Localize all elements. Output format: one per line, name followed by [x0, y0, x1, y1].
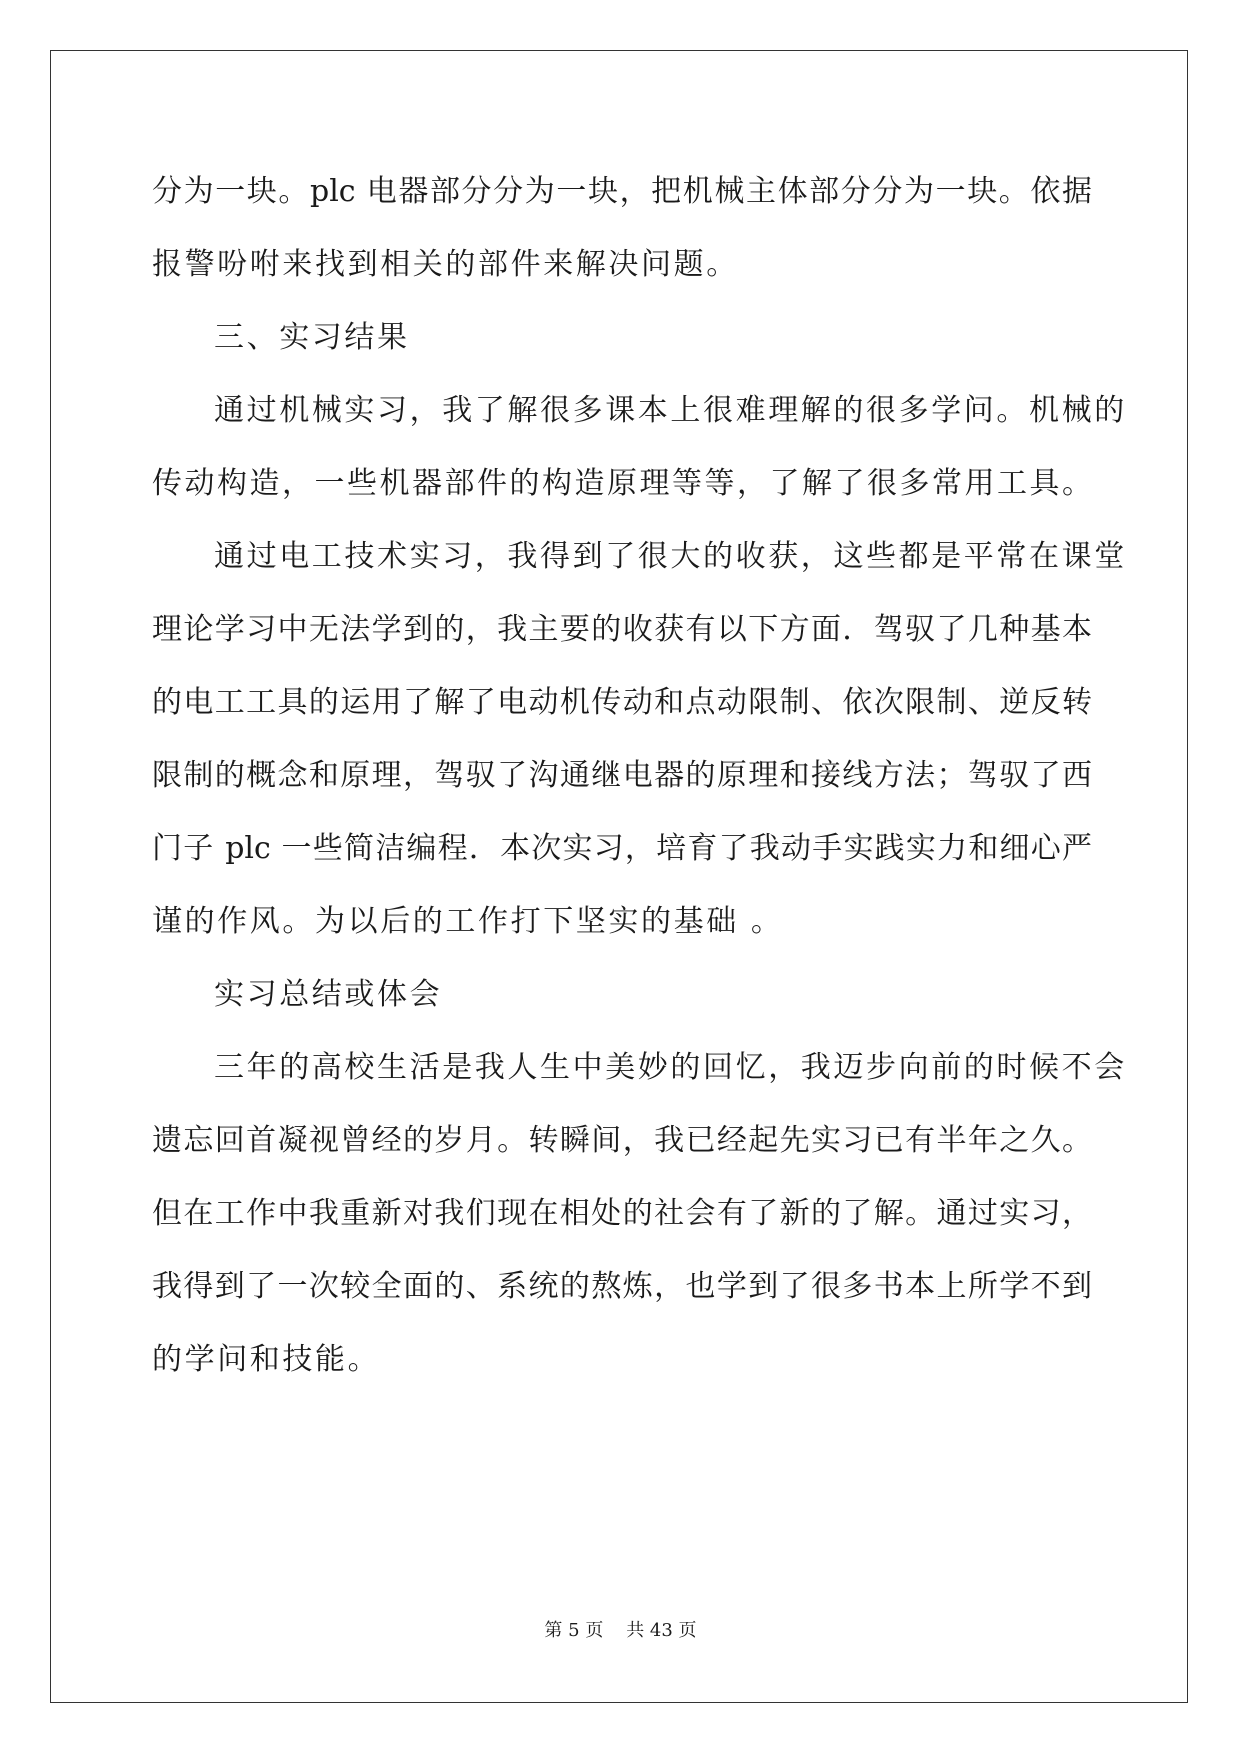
body-line: 三年的高校生活是我人生中美妙的回忆，我迈步向前的时候不会 — [214, 1050, 1127, 1085]
section-heading: 三、实习结果 — [214, 320, 410, 355]
page-number-footer: 第 5 页 共 43 页 — [544, 1620, 697, 1641]
body-line: 但在工作中我重新对我们现在相处的社会有了新的了解。通过实习， — [152, 1196, 1092, 1231]
body-line: 限制的概念和原理，驾驭了沟通继电器的原理和接线方法；驾驭了西 — [152, 758, 1092, 793]
body-line: 的学问和技能。 — [152, 1342, 381, 1377]
section-heading: 实习总结或体会 — [214, 977, 443, 1012]
body-line: 理论学习中无法学到的，我主要的收获有以下方面．驾驭了几种基本 — [152, 612, 1092, 647]
body-line: 我得到了一次较全面的、系统的熬炼，也学到了很多书本上所学不到 — [152, 1269, 1092, 1304]
page-border — [50, 50, 1188, 1703]
body-line: 门子 plc 一些简洁编程．本次实习，培育了我动手实践实力和细心严 — [152, 831, 1092, 866]
body-line: 通过机械实习，我了解很多课本上很难理解的很多学问。机械的 — [214, 393, 1127, 428]
body-line: 报警吩咐来找到相关的部件来解决问题。 — [152, 247, 739, 282]
body-line: 谨的作风。为以后的工作打下坚实的基础 。 — [152, 904, 784, 939]
body-line: 遗忘回首凝视曾经的岁月。转瞬间，我已经起先实习已有半年之久。 — [152, 1123, 1092, 1158]
body-line: 传动构造，一些机器部件的构造原理等等，了解了很多常用工具。 — [152, 466, 1092, 501]
body-line: 通过电工技术实习，我得到了很大的收获，这些都是平常在课堂 — [214, 539, 1127, 574]
body-line: 的电工工具的运用了解了电动机传动和点动限制、依次限制、逆反转 — [152, 685, 1092, 720]
body-line: 分为一块。plc 电器部分分为一块，把机械主体部分分为一块。依据 — [152, 174, 1092, 209]
